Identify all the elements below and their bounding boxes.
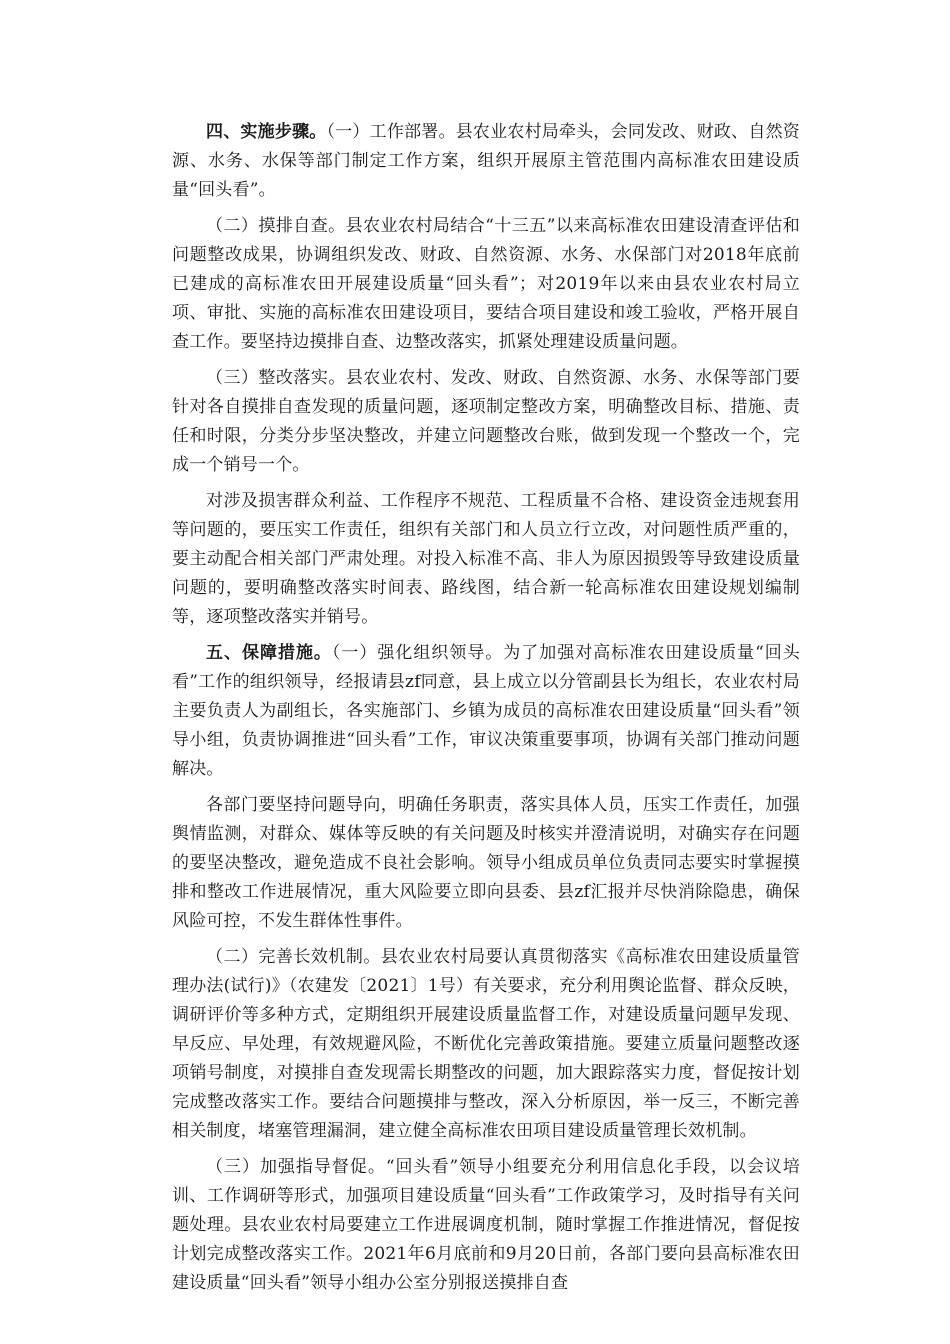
section5-paragraph-3: （二）完善长效机制。县农业农村局要认真贯彻落实《高标准农田建设质量管理办法(试行)》（农建发〔2021〕1号）有关要求，充分利用舆论监督、群众反映，调研评价等多种方式，定期组织开展建设质量监督工作，对建设质量问题早发现、早反应、早处理，有效规避风险，不断优化完善政策措施。要建立质量问题整改逐项销号制度，对摸排自查发现需长期整改的问题，加大跟踪落实力度，督促按计划完成整改落实工作。要结合问题摸排与整改，深入分析原因，举一反三，不断完善相关制度，堵塞管理漏洞，建立健全高标准农田项目建设质量管理长效机制。 [172,947,800,1141]
section4-paragraph-2: （二）摸排自查。县农业农村局结合“十三五”以来高标准农田建设清查评估和问题整改成果，协调组织发改、财政、自然资源、水务、水保部门对2018年底前已建成的高标准农田开展建设质量“回头看”；对2019年以来由县农业农村局立项、审批、实施的高标准农田建设项目，要结合项目建设和竣工验收，严格开展自查工作。要坚持边摸排自查、边整改落实，抓紧处理建设质量问题。 [172,216,800,352]
document-page [172,118,800,1302]
section5-paragraph-1 [172,639,800,784]
section5-heading: 五、保障措施。 [206,643,332,663]
section4-paragraph-4: 对涉及损害群众利益、工作程序不规范、工程质量不合格、建设资金违规套用等问题的，要压实工作责任，组织有关部门和人员立行立改，对问题性质严重的，要主动配合相关部门严肃处理。对投入标准不高、非人为原因损毁等导致建设质量问题的，要明确整改落实时间表、路线图，结合新一轮高标准农田建设规划编制等，逐项整改落实并销号。 [172,491,800,627]
section4-paragraph-1 [172,118,800,205]
section5-paragraph-2: 各部门要坚持问题导向，明确任务职责，落实具体人员，压实工作责任，加强舆情监测，对群众、媒体等反映的有关问题及时核实并澄清说明，对确实存在问题的要坚决整改，避免造成不良社会影响。领导小组成员单位负责同志要实时掌握摸排和整改工作进展情况，重大风险要立即向县委、县zf汇报并尽快消除隐患，确保风险可控，不发生群体性事件。 [172,795,800,931]
section4-heading: 四、实施步骤。 [206,122,327,142]
section4-paragraph-3: （三）整改落实。县农业农村、发改、财政、自然资源、水务、水保等部门要针对各自摸排自查发现的质量问题，逐项制定整改方案，明确整改目标、措施、责任和时限，分类分步坚决整改，并建立问题整改台账，做到发现一个整改一个，完成一个销号一个。 [172,368,800,475]
section5-paragraph-4: （三）加强指导督促。“回头看”领导小组要充分利用信息化手段，以会议培训、工作调研等形式，加强项目建设质量“回头看”工作政策学习，及时指导有关问题处理。县农业农村局要建立工作进展调度机制，随时掌握工作推进情况，督促按计划完成整改落实工作。2021年6月底前和9月20日前，各部门要向县高标准农田建设质量“回头看”领导小组办公室分别报送摸排自查 [172,1157,800,1293]
section4-p1-text: （一）工作部署。县农业农村局牵头，会同发改、财政、自然资源、水务、水保等部门制定工作方案，组织开展原主管范围内高标准农田建设质量“回头看”。 [172,122,800,200]
section5-p1-text: （一）强化组织领导。为了加强对高标准农田建设质量“回头看”工作的组织领导，经报请县zf同意，县上成立以分管副县长为组长，农业农村局主要负责人为副组长，各实施部门、乡镇为成员的高标准农田建设质量“回头看”领导小组，负责协调推进“回头看”工作，审议决策重要事项，协调有关部门推动问题解决。 [172,643,800,779]
